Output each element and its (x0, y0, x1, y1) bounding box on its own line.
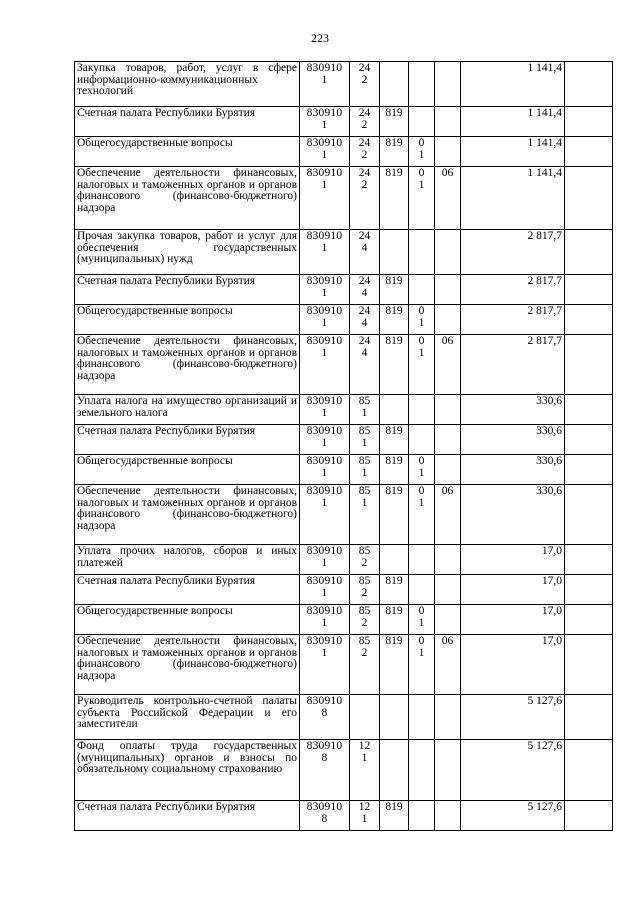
cell-section (409, 395, 435, 425)
section-line-2: 1 (418, 148, 425, 161)
cell-section (409, 801, 435, 831)
table-row (75, 395, 613, 425)
cell-target-code (300, 801, 350, 831)
expense-type-line-1: 85 (358, 425, 371, 437)
cell-section (409, 275, 435, 305)
cell-subsection: 06 (435, 335, 461, 395)
section-line-1: 0 (418, 455, 425, 467)
cell-expense-type (350, 605, 380, 635)
cell-name: Общегосударственные вопросы (75, 137, 300, 167)
cell-department-code: 819 (380, 801, 409, 831)
expense-type-line-2: 4 (361, 316, 368, 329)
expense-type-line-2: 1 (361, 496, 368, 509)
cell-section (409, 425, 435, 455)
cell-target-code (300, 485, 350, 545)
cell-name: Обеспечение деятельности финансовых, налоговых и таможенных органов и органов финансового (финансово-бюджетного) надзора (75, 635, 300, 695)
expense-type-line-2: 1 (361, 436, 368, 449)
expense-type-line-1: 85 (358, 485, 371, 497)
cell-department-code (380, 695, 409, 740)
cell-name: Счетная палата Республики Бурятия (75, 107, 300, 137)
cell-empty (565, 605, 613, 635)
cell-department-code: 819 (380, 107, 409, 137)
cell-section (409, 137, 435, 167)
cell-amount: 330,6 (461, 425, 565, 455)
section-line-2: 1 (418, 178, 425, 191)
target-code-line-2: 1 (321, 241, 328, 254)
expense-type-line-2: 1 (361, 812, 368, 825)
cell-subsection (435, 545, 461, 575)
target-code-line-1: 830910 (306, 605, 343, 617)
cell-subsection (435, 137, 461, 167)
cell-name: Обеспечение деятельности финансовых, налоговых и таможенных органов и органов финансового (финансово-бюджетного) надзора (75, 167, 300, 230)
target-code-line-2: 1 (321, 178, 328, 191)
section-line-2: 1 (418, 496, 425, 509)
cell-department-code (380, 545, 409, 575)
cell-name: Обеспечение деятельности финансовых, налоговых и таможенных органов и органов финансового (финансово-бюджетного) надзора (75, 335, 300, 395)
cell-section (409, 545, 435, 575)
table-row (75, 425, 613, 455)
cell-empty (565, 335, 613, 395)
cell-empty (565, 575, 613, 605)
cell-subsection (435, 740, 461, 801)
target-code-line-1: 830910 (306, 167, 343, 179)
target-code-line-2: 1 (321, 286, 328, 299)
target-code-line-1: 830910 (306, 635, 343, 647)
cell-subsection (435, 275, 461, 305)
cell-name: Уплата налога на имущество организаций и земельного налога (75, 395, 300, 425)
expense-type-line-2: 2 (361, 118, 368, 131)
cell-name: Счетная палата Республики Бурятия (75, 801, 300, 831)
cell-name: Уплата прочих налогов, сборов и иных платежей (75, 545, 300, 575)
cell-expense-type (350, 740, 380, 801)
section-line-1: 0 (418, 305, 425, 317)
budget-table-body (75, 62, 613, 831)
cell-expense-type (350, 485, 380, 545)
section-line-1: 0 (418, 485, 425, 497)
table-row (75, 305, 613, 335)
target-code-line-1: 830910 (306, 545, 343, 557)
target-code-line-1: 830910 (306, 801, 343, 813)
table-row (75, 695, 613, 740)
cell-target-code (300, 230, 350, 275)
expense-type-line-2: 4 (361, 286, 368, 299)
table-row (75, 107, 613, 137)
cell-department-code: 819 (380, 137, 409, 167)
expense-type-line-1: 24 (358, 230, 371, 242)
cell-department-code: 819 (380, 335, 409, 395)
expense-type-line-2: 1 (361, 751, 368, 764)
cell-amount: 330,6 (461, 395, 565, 425)
cell-empty (565, 455, 613, 485)
expense-type-line-2: 2 (361, 616, 368, 629)
section-line-2: 1 (418, 616, 425, 629)
target-code-line-1: 830910 (306, 740, 343, 752)
cell-department-code (380, 740, 409, 801)
cell-subsection (435, 455, 461, 485)
cell-expense-type (350, 801, 380, 831)
cell-expense-type (350, 455, 380, 485)
target-code-line-1: 830910 (306, 275, 343, 287)
cell-department-code (380, 395, 409, 425)
expense-type-line-2: 2 (361, 646, 368, 659)
cell-department-code: 819 (380, 455, 409, 485)
cell-name: Счетная палата Республики Бурятия (75, 575, 300, 605)
target-code-line-1: 830910 (306, 455, 343, 467)
cell-amount: 17,0 (461, 575, 565, 605)
cell-section (409, 305, 435, 335)
expense-type-line-1: 24 (358, 275, 371, 287)
table-row (75, 335, 613, 395)
cell-expense-type (350, 635, 380, 695)
cell-section (409, 485, 435, 545)
cell-amount: 2 817,7 (461, 305, 565, 335)
cell-expense-type (350, 425, 380, 455)
cell-target-code (300, 137, 350, 167)
cell-target-code (300, 575, 350, 605)
section-line-1: 0 (418, 167, 425, 179)
expense-type-line-1: 24 (358, 107, 371, 119)
target-code-line-2: 1 (321, 586, 328, 599)
cell-department-code (380, 62, 409, 107)
expense-type-line-2: 4 (361, 241, 368, 254)
target-code-line-1: 830910 (306, 62, 343, 74)
cell-section (409, 635, 435, 695)
cell-department-code (380, 230, 409, 275)
cell-amount: 2 817,7 (461, 335, 565, 395)
cell-section (409, 62, 435, 107)
cell-subsection (435, 395, 461, 425)
cell-name: Руководитель контрольно-счетной палаты субъекта Российской Федерации и его заместители (75, 695, 300, 740)
cell-department-code: 819 (380, 605, 409, 635)
cell-empty (565, 635, 613, 695)
expense-type-line-1: 85 (358, 635, 371, 647)
cell-empty (565, 62, 613, 107)
expense-type-line-2: 2 (361, 178, 368, 191)
expense-type-line-1: 24 (358, 167, 371, 179)
cell-expense-type (350, 395, 380, 425)
cell-name: Счетная палата Республики Бурятия (75, 425, 300, 455)
cell-target-code (300, 275, 350, 305)
table-row (75, 635, 613, 695)
cell-amount: 2 817,7 (461, 230, 565, 275)
table-row (75, 62, 613, 107)
expense-type-line-2: 4 (361, 346, 368, 359)
cell-subsection (435, 425, 461, 455)
target-code-line-1: 830910 (306, 575, 343, 587)
cell-empty (565, 740, 613, 801)
cell-name: Общегосударственные вопросы (75, 605, 300, 635)
cell-amount: 17,0 (461, 605, 565, 635)
target-code-line-2: 1 (321, 466, 328, 479)
target-code-line-1: 830910 (306, 107, 343, 119)
expense-type-line-2: 2 (361, 586, 368, 599)
cell-target-code (300, 605, 350, 635)
expense-type-line-1: 12 (358, 740, 371, 752)
target-code-line-2: 1 (321, 406, 328, 419)
expense-type-line-1: 85 (358, 455, 371, 467)
cell-amount: 17,0 (461, 635, 565, 695)
expense-type-line-1: 24 (358, 305, 371, 317)
cell-empty (565, 167, 613, 230)
target-code-line-2: 1 (321, 118, 328, 131)
cell-department-code: 819 (380, 275, 409, 305)
cell-amount: 1 141,4 (461, 137, 565, 167)
target-code-line-2: 8 (321, 706, 328, 719)
cell-expense-type (350, 695, 380, 740)
cell-subsection: 06 (435, 167, 461, 230)
target-code-line-1: 830910 (306, 137, 343, 149)
cell-empty (565, 485, 613, 545)
target-code-line-1: 830910 (306, 695, 343, 707)
cell-department-code: 819 (380, 167, 409, 230)
cell-amount: 5 127,6 (461, 695, 565, 740)
cell-department-code: 819 (380, 305, 409, 335)
section-line-2: 1 (418, 466, 425, 479)
cell-expense-type (350, 167, 380, 230)
cell-name: Счетная палата Республики Бурятия (75, 275, 300, 305)
cell-subsection (435, 801, 461, 831)
cell-subsection (435, 575, 461, 605)
cell-subsection: 06 (435, 635, 461, 695)
section-line-2: 1 (418, 316, 425, 329)
cell-section (409, 230, 435, 275)
cell-subsection (435, 230, 461, 275)
cell-empty (565, 305, 613, 335)
expense-type-line-2: 2 (361, 556, 368, 569)
cell-empty (565, 801, 613, 831)
target-code-line-2: 1 (321, 316, 328, 329)
cell-expense-type (350, 62, 380, 107)
expense-type-line-1: 85 (358, 395, 371, 407)
target-code-line-2: 1 (321, 148, 328, 161)
cell-subsection: 06 (435, 485, 461, 545)
cell-expense-type (350, 107, 380, 137)
cell-section (409, 455, 435, 485)
target-code-line-1: 830910 (306, 305, 343, 317)
table-row (75, 485, 613, 545)
table-row (75, 167, 613, 230)
cell-subsection (435, 107, 461, 137)
cell-target-code (300, 425, 350, 455)
cell-empty (565, 230, 613, 275)
section-line-1: 0 (418, 137, 425, 149)
target-code-line-2: 1 (321, 616, 328, 629)
cell-target-code (300, 695, 350, 740)
cell-amount: 330,6 (461, 455, 565, 485)
cell-department-code: 819 (380, 425, 409, 455)
cell-amount: 17,0 (461, 545, 565, 575)
table-row (75, 137, 613, 167)
target-code-line-1: 830910 (306, 425, 343, 437)
table-row (75, 605, 613, 635)
cell-section (409, 605, 435, 635)
cell-empty (565, 137, 613, 167)
expense-type-line-1: 85 (358, 605, 371, 617)
cell-department-code: 819 (380, 485, 409, 545)
cell-empty (565, 425, 613, 455)
expense-type-line-1: 85 (358, 545, 371, 557)
cell-expense-type (350, 545, 380, 575)
page-number: 223 (311, 31, 329, 45)
budget-table (74, 61, 613, 831)
target-code-line-2: 1 (321, 436, 328, 449)
target-code-line-2: 1 (321, 496, 328, 509)
cell-expense-type (350, 335, 380, 395)
cell-empty (565, 695, 613, 740)
cell-amount: 5 127,6 (461, 801, 565, 831)
section-line-2: 1 (418, 346, 425, 359)
cell-expense-type (350, 305, 380, 335)
cell-target-code (300, 635, 350, 695)
cell-target-code (300, 167, 350, 230)
cell-empty (565, 545, 613, 575)
cell-target-code (300, 455, 350, 485)
cell-target-code (300, 305, 350, 335)
cell-amount: 5 127,6 (461, 740, 565, 801)
table-row (75, 275, 613, 305)
cell-section (409, 575, 435, 605)
cell-section (409, 335, 435, 395)
expense-type-line-1: 85 (358, 575, 371, 587)
cell-target-code (300, 62, 350, 107)
cell-amount: 2 817,7 (461, 275, 565, 305)
target-code-line-1: 830910 (306, 395, 343, 407)
table-row (75, 575, 613, 605)
target-code-line-2: 8 (321, 751, 328, 764)
cell-target-code (300, 335, 350, 395)
expense-type-line-2: 1 (361, 406, 368, 419)
cell-subsection (435, 62, 461, 107)
section-line-2: 1 (418, 646, 425, 659)
cell-section (409, 740, 435, 801)
cell-target-code (300, 107, 350, 137)
expense-type-line-2: 2 (361, 148, 368, 161)
table-row (75, 455, 613, 485)
section-line-1: 0 (418, 335, 425, 347)
cell-expense-type (350, 275, 380, 305)
cell-name: Общегосударственные вопросы (75, 455, 300, 485)
table-row (75, 545, 613, 575)
cell-target-code (300, 545, 350, 575)
cell-subsection (435, 695, 461, 740)
cell-name: Обеспечение деятельности финансовых, налоговых и таможенных органов и органов финансового (финансово-бюджетного) надзора (75, 485, 300, 545)
cell-name: Фонд оплаты труда государственных (муниципальных) органов и взносы по обязательному социальному страхованию (75, 740, 300, 801)
cell-name: Закупка товаров, работ, услуг в сфере информационно-коммуникационных технологий (75, 62, 300, 107)
cell-subsection (435, 605, 461, 635)
table-row (75, 740, 613, 801)
cell-amount: 1 141,4 (461, 107, 565, 137)
cell-section (409, 107, 435, 137)
expense-type-line-1: 24 (358, 335, 371, 347)
target-code-line-1: 830910 (306, 335, 343, 347)
cell-section (409, 695, 435, 740)
target-code-line-2: 1 (321, 556, 328, 569)
expense-type-line-2: 1 (361, 466, 368, 479)
target-code-line-2: 1 (321, 646, 328, 659)
section-line-1: 0 (418, 605, 425, 617)
cell-name: Общегосударственные вопросы (75, 305, 300, 335)
cell-name: Прочая закупка товаров, работ и услуг для обеспечения государственных (муниципальных) нужд (75, 230, 300, 275)
expense-type-line-1: 12 (358, 801, 371, 813)
cell-subsection (435, 305, 461, 335)
cell-target-code (300, 395, 350, 425)
cell-empty (565, 107, 613, 137)
expense-type-line-1: 24 (358, 137, 371, 149)
cell-department-code: 819 (380, 635, 409, 695)
target-code-line-1: 830910 (306, 485, 343, 497)
cell-target-code (300, 740, 350, 801)
cell-amount: 330,6 (461, 485, 565, 545)
cell-section (409, 167, 435, 230)
cell-expense-type (350, 575, 380, 605)
target-code-line-2: 1 (321, 73, 328, 86)
table-row (75, 801, 613, 831)
cell-empty (565, 275, 613, 305)
table-row (75, 230, 613, 275)
cell-expense-type (350, 230, 380, 275)
cell-empty (565, 395, 613, 425)
cell-expense-type (350, 137, 380, 167)
target-code-line-2: 1 (321, 346, 328, 359)
cell-amount: 1 141,4 (461, 62, 565, 107)
cell-department-code: 819 (380, 575, 409, 605)
expense-type-line-2: 2 (361, 73, 368, 86)
expense-type-line-1: 24 (358, 62, 371, 74)
section-line-1: 0 (418, 635, 425, 647)
target-code-line-1: 830910 (306, 230, 343, 242)
target-code-line-2: 8 (321, 812, 328, 825)
cell-amount: 1 141,4 (461, 167, 565, 230)
